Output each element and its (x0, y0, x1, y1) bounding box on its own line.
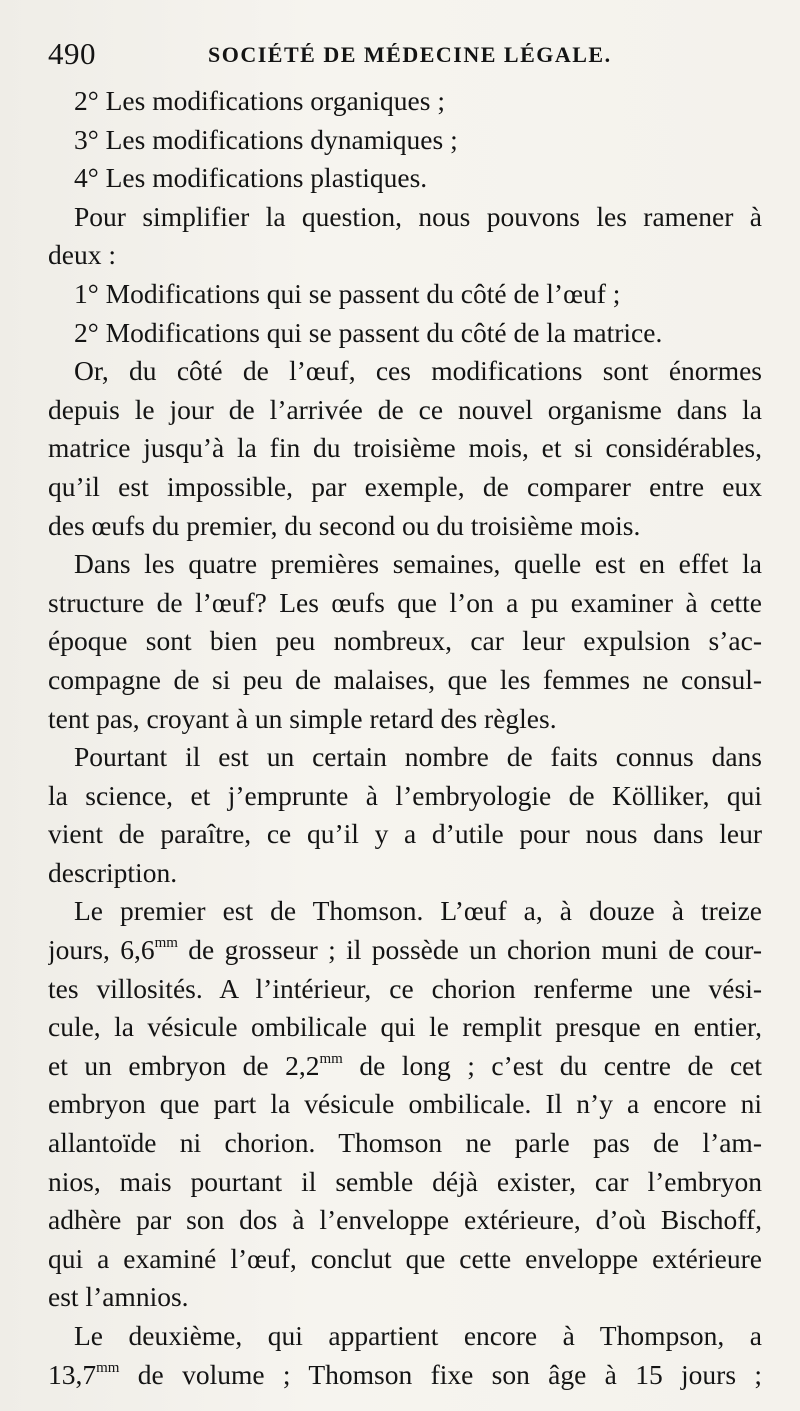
text-segment: et un embryon de 2,2 (48, 1049, 320, 1081)
text-line: est l’amnios. (48, 1281, 189, 1313)
text-line: nios, mais pourtant il semble déjà exister, car l’embryon (48, 1165, 762, 1197)
text-line: tent pas, croyant à un simple retard des règles. (48, 702, 557, 734)
text-line: adhère par son dos à l’enveloppe extérieure, d’où Bischoff, (48, 1204, 762, 1236)
text-segment: de long ; c’est du centre de cet (342, 1049, 762, 1081)
text-line: cule, la vésicule ombilicale qui le remplit presque en entier, (48, 1011, 762, 1043)
text-line: tes villosités. A l’intérieur, ce chorion renferme une vési- (48, 972, 762, 1004)
text-line: allantoïde ni chorion. Thomson ne parle pas de l’am- (48, 1127, 762, 1159)
text-segment: jours, 6,6 (48, 934, 155, 966)
unit-superscript: mm (96, 1359, 120, 1376)
unit-superscript: mm (319, 1050, 343, 1067)
text-segment: de volume ; Thomson fixe son âge à 15 jours ; (119, 1358, 762, 1390)
running-head: SOCIÉTÉ DE MÉDECINE LÉGALE. (208, 42, 612, 67)
text-line: embryon que part la vésicule ombilicale. Il n’y a encore ni (48, 1088, 762, 1120)
unit-superscript: mm (154, 935, 178, 952)
text-line: compagne de si peu de malaises, que les femmes ne consul- (48, 663, 762, 695)
text-line: 1° Modifications qui se passent du côté de l’œuf ; (74, 277, 621, 309)
text-line: Le premier est de Thomson. L’œuf a, à douze à treize (74, 895, 762, 927)
body-text (48, 82, 762, 1394)
text-line: 3° Les modifications dynamiques ; (74, 123, 458, 155)
text-line: description. (48, 856, 178, 888)
page-header (48, 36, 758, 82)
text-line: qui a examiné l’œuf, conclut que cette enveloppe extérieure (48, 1242, 762, 1274)
text-line: époque sont bien peu nombreux, car leur expulsion s’ac- (48, 625, 762, 657)
text-line: 2° Les modifications organiques ; (74, 85, 445, 116)
text-line: deux : (48, 239, 116, 271)
text-line: structure de l’œuf? Les œufs que l’on a pu examiner à cette (48, 586, 762, 618)
text-line: des œufs du premier, du second ou du troisième mois. (48, 509, 641, 541)
text-line: vient de paraître, ce qu’il y a d’utile pour nous dans leur (48, 818, 762, 850)
text-line: Le deuxième, qui appartient encore à Thompson, a (74, 1320, 762, 1351)
text-line (48, 1047, 762, 1086)
text-line (48, 1356, 762, 1395)
text-line: la science, et j’emprunte à l’embryologie de Kölliker, qui (48, 779, 762, 811)
text-line: matrice jusqu’à la fin du troisième mois, et si considérables, (48, 432, 762, 464)
text-line: depuis le jour de l’arrivée de ce nouvel organisme dans la (48, 393, 762, 425)
text-line: Or, du côté de l’œuf, ces modifications sont énormes (74, 355, 762, 387)
text-line: 4° Les modifications plastiques. (74, 162, 428, 194)
text-line: qu’il est impossible, par exemple, de comparer entre eux (48, 470, 762, 502)
text-line (48, 931, 762, 970)
text-segment: 13,7 (48, 1358, 97, 1390)
text-segment: de grosseur ; il possède un chorion muni de cour- (177, 934, 762, 966)
text-line: Dans les quatre premières semaines, quelle est en effet la (74, 548, 762, 580)
text-line: 2° Modifications qui se passent du côté de la matrice. (74, 316, 663, 348)
page-number: 490 (48, 36, 96, 71)
text-line: Pour simplifier la question, nous pouvons les ramener à (74, 200, 762, 232)
text-line: Pourtant il est un certain nombre de faits connus dans (74, 741, 762, 773)
